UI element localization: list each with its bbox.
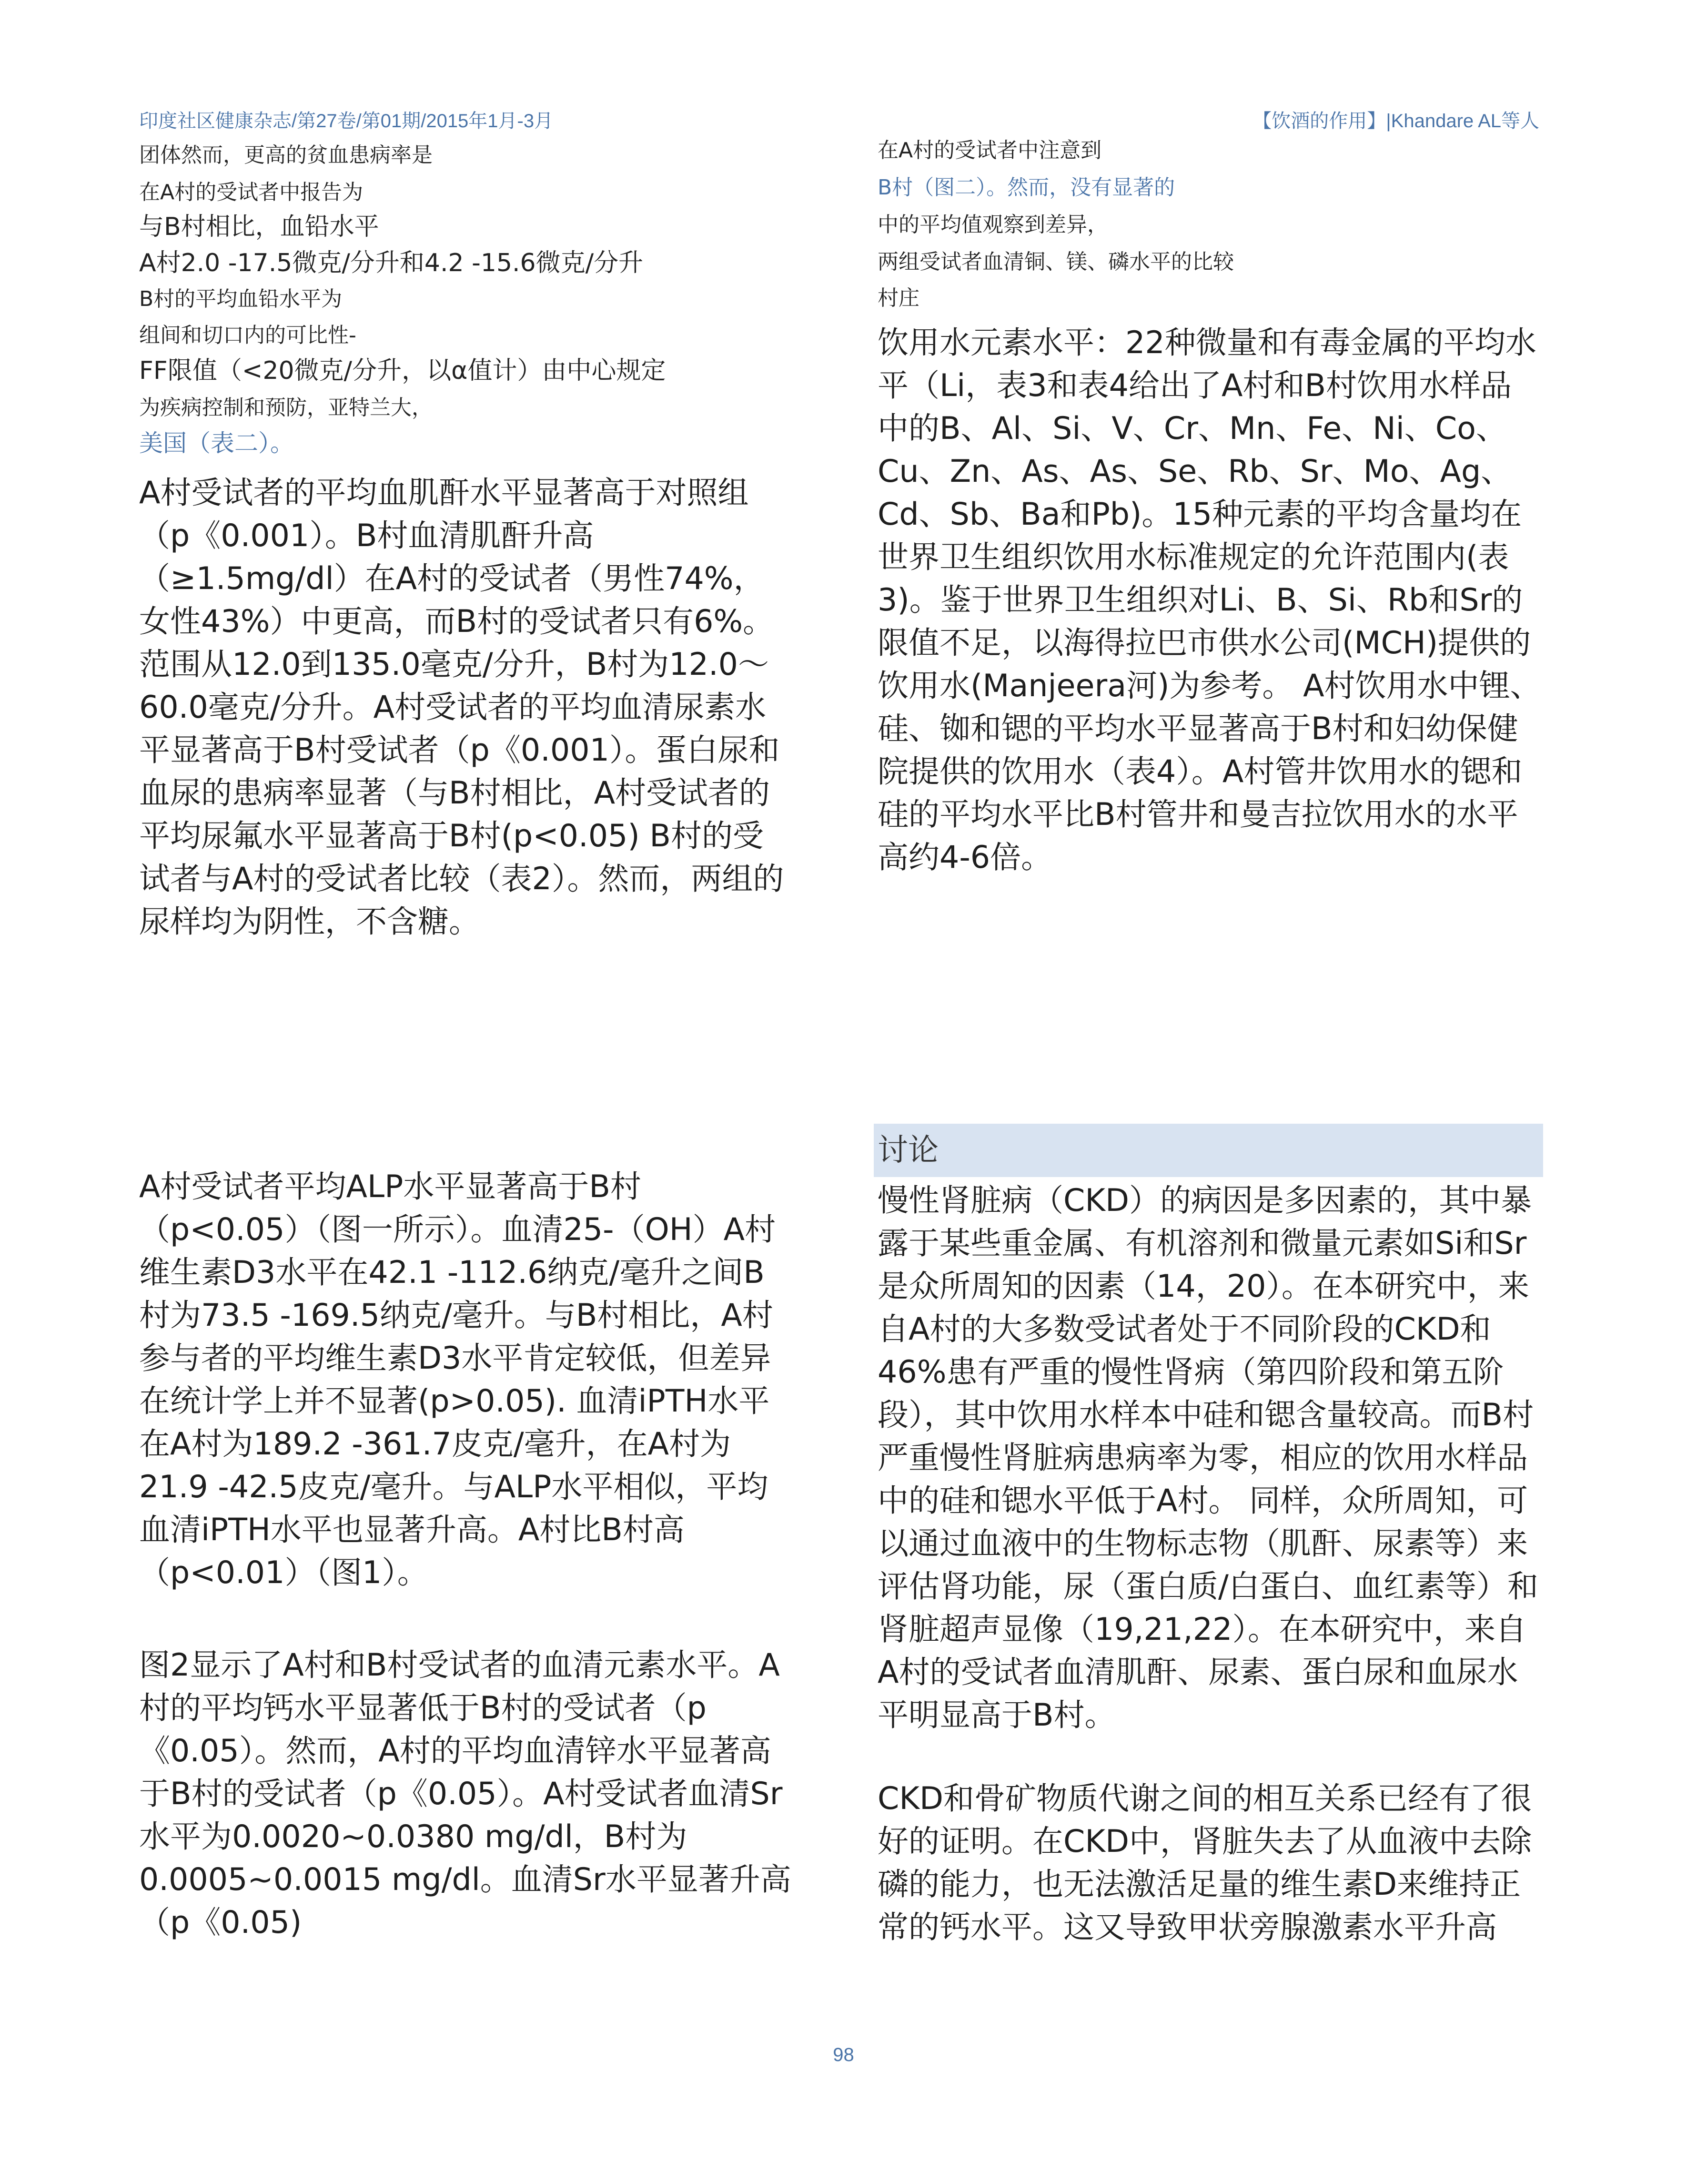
right-paragraph-3: CKD和骨矿物质代谢之间的相互关系已经有了很好的证明。在CKD中，肾脏失去了从血液中去除磷的能力，也无法激活足量的维生素D来维持正常的钙水平。这又导致甲状旁腺激素水平升高 [878,1781,1532,1945]
page-number: 98 [833,2044,854,2065]
left-paragraph-1: A村受试者的平均血肌酐水平显著高于对照组（p《0.001）。B村血清肌酐升高（≥1.5mg/dl）在A村的受试者（男性74%，女性43%）中更高，而B村的受试者只有6%。范围从12.0到135.0毫克/分升，B村为12.0～60.0毫克/分升。A村受试者的平均血清尿素水平显著高于B村受试者（p《0.001）。蛋白尿和血尿的患病率显著（与B村相比，A村受试者的平均尿氟水平显著高于B村(p<0.05) B村的受试者与A村的受试者比较（表2）。然而，两组的尿样均为阴性，不含糖。 [139,475,784,940]
discussion-section-bar [874,1124,1543,1177]
right-small-line-1: 在A村的受试者中注意到 [878,138,1102,163]
left-small-line-5: B村的平均血铅水平为 [139,287,343,311]
left-paragraph-3: 图2显示了A村和B村受试者的血清元素水平。A村的平均钙水平显著低于B村的受试者（p《0.05）。然而，A村的平均血清锌水平显著高于B村的受试者（p《0.05）。A村受试者血清Sr水平为0.0020~0.0380 mg/dl，B村为0.0005~0.0015 mg/dl。血清Sr水平显著升高（p《0.05) [139,1647,791,1940]
left-small-line-6: 组间和切口内的可比性- [139,323,356,347]
section-title: 讨论 [878,1133,939,1168]
left-small-line-3: 与B村相比，血铅水平 [139,213,379,241]
right-paragraph-2: 慢性肾脏病（CKD）的病因是多因素的，其中暴露于某些重金属、有机溶剂和微量元素如Si和Sr是众所周知的因素（14，20）。在本研究中，来自A村的大多数受试者处于不同阶段的CKD和46%患有严重的慢性肾病（第四阶段和第五阶段），其中饮用水样本中硅和锶含量较高。而B村严重慢性肾脏病患病率为零，相应的饮用水样品中的硅和锶水平低于A村。 同样，众所周知，可以通过血液中的生物标志物（肌酐、尿素等）来评估肾功能，尿（蛋白质/白蛋白、血红素等）和肾脏超声显像（19,21,22）。在本研究中，来自A村的受试者血清肌酐、尿素、蛋白尿和血尿水平明显高于B村。 [878,1183,1538,1733]
right-small-line-2: B村（图二）。然而，没有显著的 [878,175,1175,200]
right-paragraph-1: 饮用水元素水平：22种微量和有毒金属的平均水平（Li，表3和表4给出了A村和B村饮用水样品中的B、Al、Si、V、Cr、Mn、Fe、Ni、Co、Cu、Zn、As、As、Se、Rb、Sr、Mo、Ag、Cd、Sb、Ba和Pb)。15种元素的平均含量均在世界卫生组织饮用水标准规定的允许范围内(表3)。鉴于世界卫生组织对Li、B、Si、Rb和Sr的限值不足，以海得拉巴市供水公司(MCH)提供的饮用水(Manjeera河)为参考。 A村饮用水中锂、硅、铷和锶的平均水平显著高于B村和妇幼保健院提供的饮用水（表4）。A村管井饮用水的锶和硅的平均水平比B村管井和曼吉拉饮用水的水平高约4-6倍。 [878,325,1541,875]
right-small-line-3: 中的平均值观察到差异， [878,213,1108,237]
left-small-line-2: 在A村的受试者中报告为 [139,180,364,204]
left-small-line-8: 为疾病控制和预防，亚特兰大， [139,396,433,420]
left-small-line-9: 美国（表二）。 [139,429,294,457]
left-paragraph-2: A村受试者平均ALP水平显著高于B村（p<0.05）（图一所示）。血清25-（OH）A村维生素D3水平在42.1 -112.6纳克/毫升之间B村为73.5 -169.5纳克/毫升。与B村相比，A村参与者的平均维生素D3水平肯定较低，但差异在统计学上并不显著(p>0.05). 血清iPTH水平在A村为189.2 -361.7皮克/毫升，在A村为21.9 -42.5皮克/毫升。与ALP水平相似，平均血清iPTH水平也显著升高。A村比B村高（p<0.01）（图1）。 [139,1169,776,1591]
left-small-line-7: FF限值（<20微克/分升，以α值计）由中心规定 [139,356,666,385]
left-small-line-4: A村2.0 -17.5微克/分升和4.2 -15.6微克/分升 [139,249,644,277]
right-small-line-4: 两组受试者血清铜、镁、磷水平的比较 [878,250,1234,274]
right-small-line-5: 村庄 [878,286,919,310]
journal-header: 印度社区健康杂志/第27卷/第01期/2015年1月-3月 [139,111,554,132]
article-header: 【饮酒的作用】|Khandare AL等人 [1253,111,1539,132]
left-small-line-1: 团体然而，更高的贫血患病率是 [139,143,433,167]
